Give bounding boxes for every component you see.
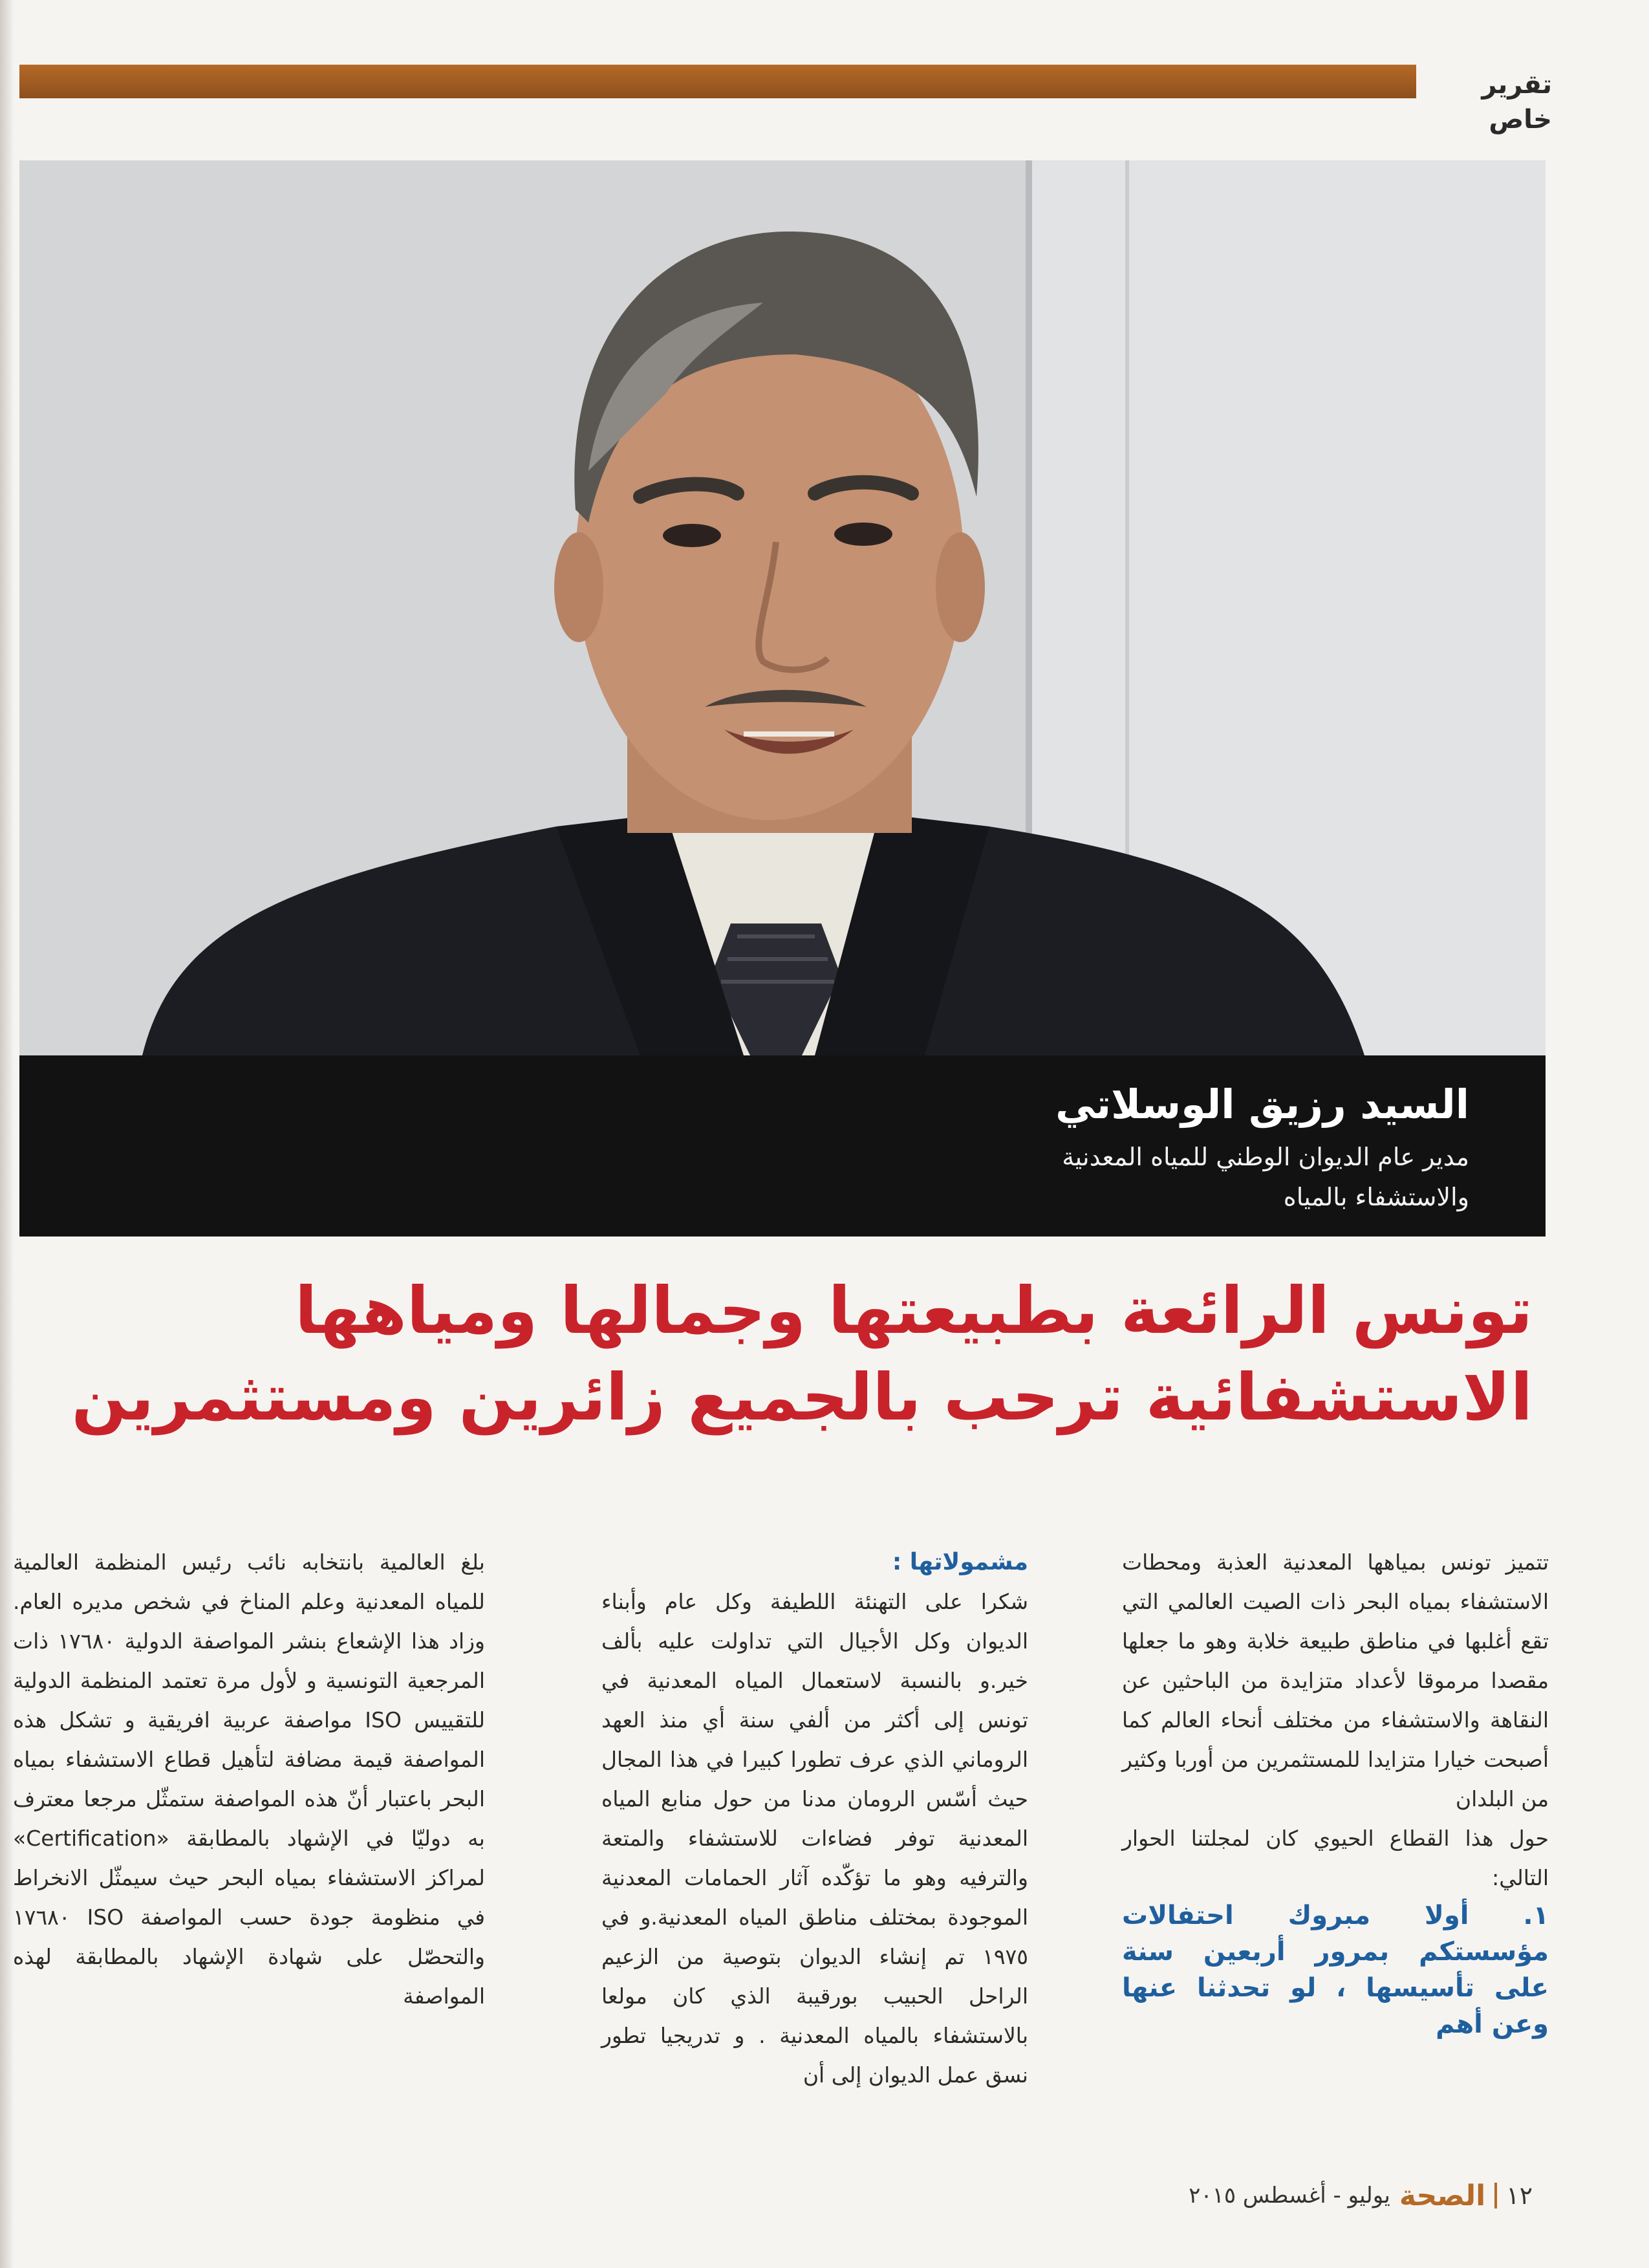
footer-separator [1494,2183,1497,2209]
answer-paragraph: شكرا على التهنئة اللطيفة وكل عام وأبناء الديوان وكل الأجيال التي تداولت عليه بألف خير.و بالنسبة لاستعمال المياه المعدنية في تونس إلى أكثر من ألفي سنة أي منذ العهد الروماني الذي عرف تطورا كبيرا في هذا المجال حيث أسّس الرومان مدنا من حول منابع المياه المعدنية توفر فضاءات للاستشفاء والمتعة والترفيه وهو ما تؤكّده آثار الحمامات المعدنية الموجودة بمختلف مناطق المياه المعدنية.و في ١٩٧٥ تم إنشاء الديوان بتوصية من الزعيم الراحل الحبيب بورقيبة الذي كان مولعا بالاستشفاء بالمياه المعدنية . و تدريجيا تطور نسق عمل الديوان إلى أن [601,1589,1028,2088]
caption-person-title [693,1137,1469,1217]
article-column-middle [601,1542,1028,2095]
magazine-logo: الصحة [1399,2179,1486,2212]
page-binding-shadow [0,0,14,2268]
article-column-right [1122,1542,1549,2042]
caption-title-line-1: مدير عام الديوان الوطني للمياه المعدنية [1062,1143,1469,1171]
portrait-illustration [19,160,1546,1055]
interview-question-1: ١. أولا مبروك احتفالات مؤسستكم بمرور أربعين سنة على تأسيسها ، لو تحدثنا عنها وعن أهم [1122,1901,1549,2039]
portrait-photo [19,160,1546,1055]
caption-person-name: السيد رزيق الوسلاتي [1055,1081,1469,1128]
section-label: تقرير خاص [1482,70,1552,135]
article-headline [71,1268,1533,1441]
column-subhead: مشمولاتها : [892,1549,1028,1575]
section-header-bar [19,65,1416,98]
intro-paragraph-2: حول هذا القطاع الحيوي كان لمجلتنا الحوار التالي: [1122,1826,1549,1890]
intro-paragraph: تتميز تونس بمياهها المعدنية العذبة ومحطات الاستشفاء بمياه البحر ذات الصيت العالمي التي تقع أغلبها في مناطق طبيعة خلابة وهو ما جعلها مقصدا مرموقا لأعداد متزايدة من الباحثين عن النقاهة والاستشفاء من مختلف أنحاء العالم كما أصبحت خيارا متزايدا للمستثمرين من أوربا وكثير من البلدان [1122,1550,1549,1811]
headline-line-1: تونس الرائعة بطبيعتها وجمالها ومياهها [294,1273,1533,1348]
issue-date: يوليو - أغسطس ٢٠١٥ [1189,2183,1390,2209]
continued-paragraph: بلغ العالمية بانتخابه نائب رئيس المنظمة العالمية للمياه المعدنية وعلم المناخ في شخص مديره العام. وزاد هذا الإشعاع بنشر المواصفة الدولية ١٧٦٨٠ ذات المرجعية التونسية و لأول مرة تعتمد المنظمة الدولية للتقييس ISO مواصفة عربية افريقية و تشكل هذه المواصفة قيمة مضافة لتأهيل قطاع الاستشفاء بمياه البحر باعتبار أنّ هذه المواصفة ستمثّل مرجعا معترف به دوليّا في الإشهاد بالمطابقة «Certification» لمراكز الاستشفاء بمياه البحر حيث سيمثّل الانخراط في منظومة جودة حسب المواصفة ISO ١٧٦٨٠ والتحصّل على شهادة الإشهاد بالمطابقة لهذه المواصفة [13,1550,485,2009]
headline-line-2: الاستشفائية ترحب بالجميع زائرين ومستثمرين [71,1359,1533,1435]
page-number: ١٢ [1506,2181,1533,2210]
caption-title-line-2: والاستشفاء بالمياه [1283,1183,1469,1211]
page-footer [1189,2179,1533,2212]
article-column-left [13,1542,485,2016]
